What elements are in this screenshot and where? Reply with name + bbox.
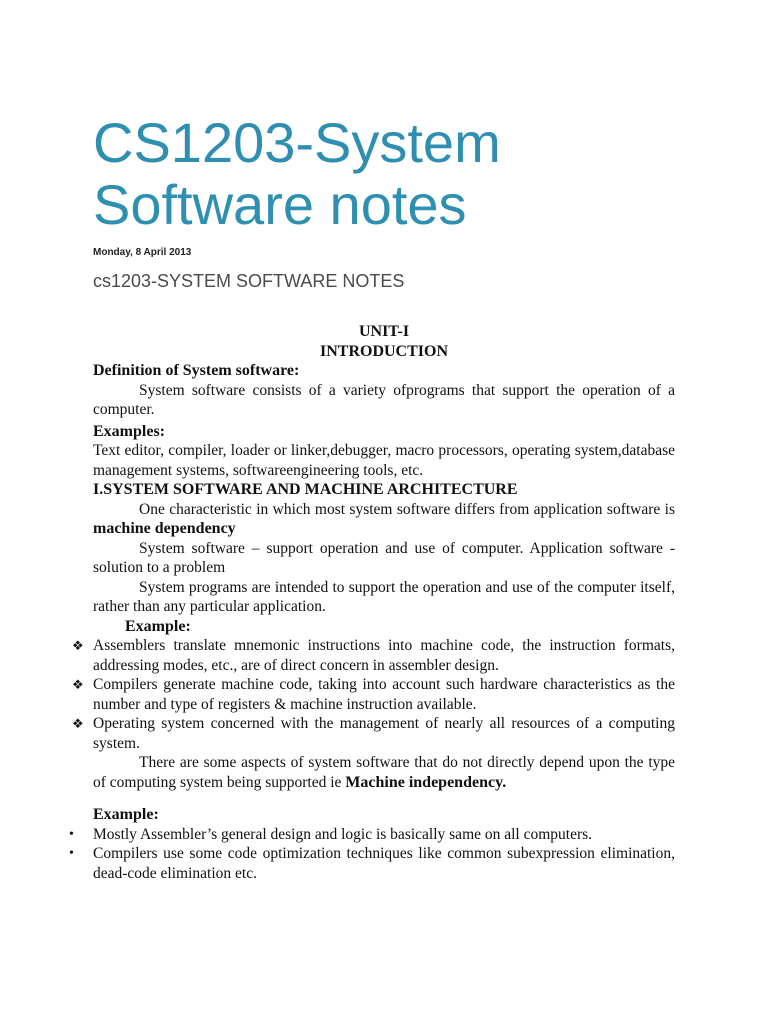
blog-title: CS1203-System Software notes <box>93 111 501 236</box>
dependency-example-list <box>72 636 675 753</box>
diamond-bullet-icon: ❖ <box>72 677 84 692</box>
system-programs-paragraph: System programs are intended to support the operation and use of the computer itself, rather than any particular application. <box>93 578 675 615</box>
dot-bullet-icon: • <box>69 846 74 861</box>
list-item-text: Mostly Assembler’s general design and logic is basically same on all computers. <box>93 825 593 843</box>
list-item-text: Compilers generate machine code, taking into account such hardware characteristics as the number and type of registers & machine instruction available. <box>93 676 675 713</box>
example-heading-2: Example: <box>93 806 159 823</box>
document-body <box>69 322 675 883</box>
example-heading: Example: <box>125 617 191 635</box>
examples-heading: Examples: <box>93 422 165 440</box>
machine-independency-paragraph <box>93 753 675 792</box>
machine-dependency-paragraph <box>93 500 675 539</box>
list-item <box>69 825 675 845</box>
diamond-bullet-icon: ❖ <box>72 638 84 653</box>
independency-example-list <box>69 825 675 884</box>
introduction-heading: INTRODUCTION <box>319 342 448 360</box>
list-item-text: Operating system concerned with the management of nearly all resources of a computing system. <box>93 715 675 752</box>
post-title: cs1203-SYSTEM SOFTWARE NOTES <box>93 271 405 291</box>
list-item-text: Assemblers translate mnemonic instructions into machine code, the instruction formats, addressing modes, etc., are of direct concern in assembler design. <box>93 637 675 674</box>
unit-heading: UNIT-I <box>358 323 410 340</box>
diamond-bullet-icon: ❖ <box>72 716 84 731</box>
definition-text: System software consists of a variety ofprograms that support the operation of a computer. <box>93 381 675 418</box>
list-item <box>72 714 675 753</box>
list-item <box>72 636 675 675</box>
application-software-paragraph: System software – support operation and use of computer. Application software - solution to a problem <box>93 539 675 576</box>
list-item <box>72 675 675 714</box>
machine-dependency-text: One characteristic in which most system software differs from application software is <box>139 500 675 518</box>
machine-dependency-term: machine dependency <box>93 520 236 537</box>
definition-heading: Definition of System software: <box>93 362 300 379</box>
dot-bullet-icon: • <box>69 826 74 842</box>
machine-independency-term: Machine independency. <box>345 773 507 791</box>
examples-text: Text editor, compiler, loader or linker,debugger, macro processors, operating system,database management systems, softwareengineering tools, etc. <box>93 442 675 479</box>
list-item <box>69 844 675 883</box>
section-heading-machine-architecture: I.SYSTEM SOFTWARE AND MACHINE ARCHITECTURE <box>93 481 518 498</box>
machine-independency-text: There are some aspects of system software that do not directly depend upon the type of computing system being supported ie <box>93 754 675 791</box>
post-date: Monday, 8 April 2013 <box>93 247 192 258</box>
list-item-text: Compilers use some code optimization techniques like common subexpression elimination, dead-code elimination etc. <box>93 845 675 882</box>
